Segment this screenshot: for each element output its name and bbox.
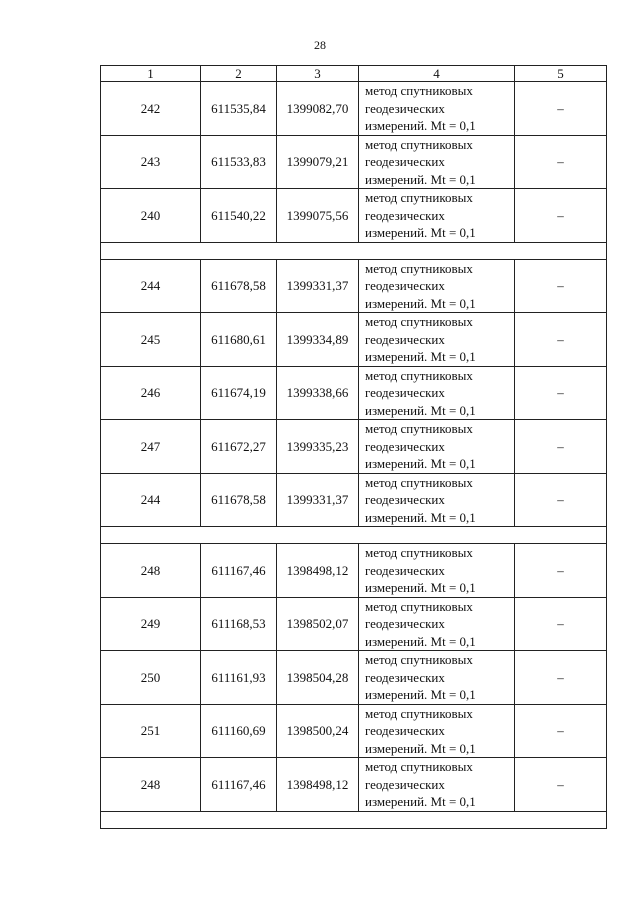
note-cell: –: [515, 313, 607, 367]
method-cell: метод спутниковых геодезических измерений. Mt = 0,1: [359, 135, 515, 189]
method-cell: метод спутниковых геодезических измерений. Mt = 0,1: [359, 597, 515, 651]
method-cell: метод спутниковых геодезических измерений. Mt = 0,1: [359, 189, 515, 243]
note-cell: –: [515, 82, 607, 136]
note-cell: –: [515, 544, 607, 598]
header-cell-1: 1: [101, 66, 201, 82]
table-body: [101, 66, 607, 829]
header-cell-2: 2: [201, 66, 277, 82]
note-cell: –: [515, 704, 607, 758]
x-coordinate-cell: 611167,46: [201, 758, 277, 812]
method-cell: метод спутниковых геодезических измерений. Mt = 0,1: [359, 366, 515, 420]
point-number-cell: 249: [101, 597, 201, 651]
y-coordinate-cell: 1399338,66: [277, 366, 359, 420]
x-coordinate-cell: 611672,27: [201, 420, 277, 474]
y-coordinate-cell: 1399331,37: [277, 473, 359, 527]
x-coordinate-cell: 611674,19: [201, 366, 277, 420]
table-row: [101, 189, 607, 243]
point-number-cell: 246: [101, 366, 201, 420]
point-number-cell: 244: [101, 259, 201, 313]
point-number-cell: 250: [101, 651, 201, 705]
coordinates-table: [100, 65, 607, 829]
x-coordinate-cell: 611160,69: [201, 704, 277, 758]
x-coordinate-cell: 611680,61: [201, 313, 277, 367]
note-cell: –: [515, 651, 607, 705]
method-cell: метод спутниковых геодезических измерений. Mt = 0,1: [359, 313, 515, 367]
table-row: [101, 544, 607, 598]
note-cell: –: [515, 473, 607, 527]
table-row: [101, 473, 607, 527]
method-cell: метод спутниковых геодезических измерений. Mt = 0,1: [359, 259, 515, 313]
method-cell: метод спутниковых геодезических измерений. Mt = 0,1: [359, 420, 515, 474]
table-header-row: [101, 66, 607, 82]
x-coordinate-cell: 611678,58: [201, 473, 277, 527]
x-coordinate-cell: 611678,58: [201, 259, 277, 313]
table-row: [101, 259, 607, 313]
method-cell: метод спутниковых геодезических измерений. Mt = 0,1: [359, 704, 515, 758]
note-cell: –: [515, 135, 607, 189]
y-coordinate-cell: 1398500,24: [277, 704, 359, 758]
point-number-cell: 245: [101, 313, 201, 367]
note-cell: –: [515, 366, 607, 420]
separator-cell: [101, 242, 607, 259]
table-row: [101, 758, 607, 812]
x-coordinate-cell: 611168,53: [201, 597, 277, 651]
note-cell: –: [515, 259, 607, 313]
method-cell: метод спутниковых геодезических измерений. Mt = 0,1: [359, 544, 515, 598]
x-coordinate-cell: 611540,22: [201, 189, 277, 243]
y-coordinate-cell: 1398498,12: [277, 544, 359, 598]
note-cell: –: [515, 420, 607, 474]
method-cell: метод спутниковых геодезических измерений. Mt = 0,1: [359, 651, 515, 705]
table-row: [101, 704, 607, 758]
y-coordinate-cell: 1398504,28: [277, 651, 359, 705]
table-row: [101, 420, 607, 474]
header-cell-3: 3: [277, 66, 359, 82]
y-coordinate-cell: 1399334,89: [277, 313, 359, 367]
point-number-cell: 248: [101, 758, 201, 812]
x-coordinate-cell: 611167,46: [201, 544, 277, 598]
point-number-cell: 248: [101, 544, 201, 598]
point-number-cell: 242: [101, 82, 201, 136]
method-cell: метод спутниковых геодезических измерений. Mt = 0,1: [359, 473, 515, 527]
header-cell-4: 4: [359, 66, 515, 82]
x-coordinate-cell: 611161,93: [201, 651, 277, 705]
table-row: [101, 366, 607, 420]
table-row: [101, 313, 607, 367]
x-coordinate-cell: 611535,84: [201, 82, 277, 136]
table-row: [101, 82, 607, 136]
table-row: [101, 651, 607, 705]
point-number-cell: 251: [101, 704, 201, 758]
page-number: 28: [314, 38, 326, 52]
note-cell: –: [515, 597, 607, 651]
table-row: [101, 597, 607, 651]
separator-cell: [101, 527, 607, 544]
method-cell: метод спутниковых геодезических измерений. Mt = 0,1: [359, 82, 515, 136]
y-coordinate-cell: 1399075,56: [277, 189, 359, 243]
point-number-cell: 243: [101, 135, 201, 189]
point-number-cell: 247: [101, 420, 201, 474]
point-number-cell: 244: [101, 473, 201, 527]
y-coordinate-cell: 1399331,37: [277, 259, 359, 313]
separator-row: [101, 811, 607, 828]
point-number-cell: 240: [101, 189, 201, 243]
note-cell: –: [515, 758, 607, 812]
separator-row: [101, 242, 607, 259]
y-coordinate-cell: 1398498,12: [277, 758, 359, 812]
method-cell: метод спутниковых геодезических измерений. Mt = 0,1: [359, 758, 515, 812]
note-cell: –: [515, 189, 607, 243]
y-coordinate-cell: 1399335,23: [277, 420, 359, 474]
header-cell-5: 5: [515, 66, 607, 82]
separator-row: [101, 527, 607, 544]
y-coordinate-cell: 1399079,21: [277, 135, 359, 189]
table-row: [101, 135, 607, 189]
x-coordinate-cell: 611533,83: [201, 135, 277, 189]
y-coordinate-cell: 1399082,70: [277, 82, 359, 136]
y-coordinate-cell: 1398502,07: [277, 597, 359, 651]
separator-cell: [101, 811, 607, 828]
